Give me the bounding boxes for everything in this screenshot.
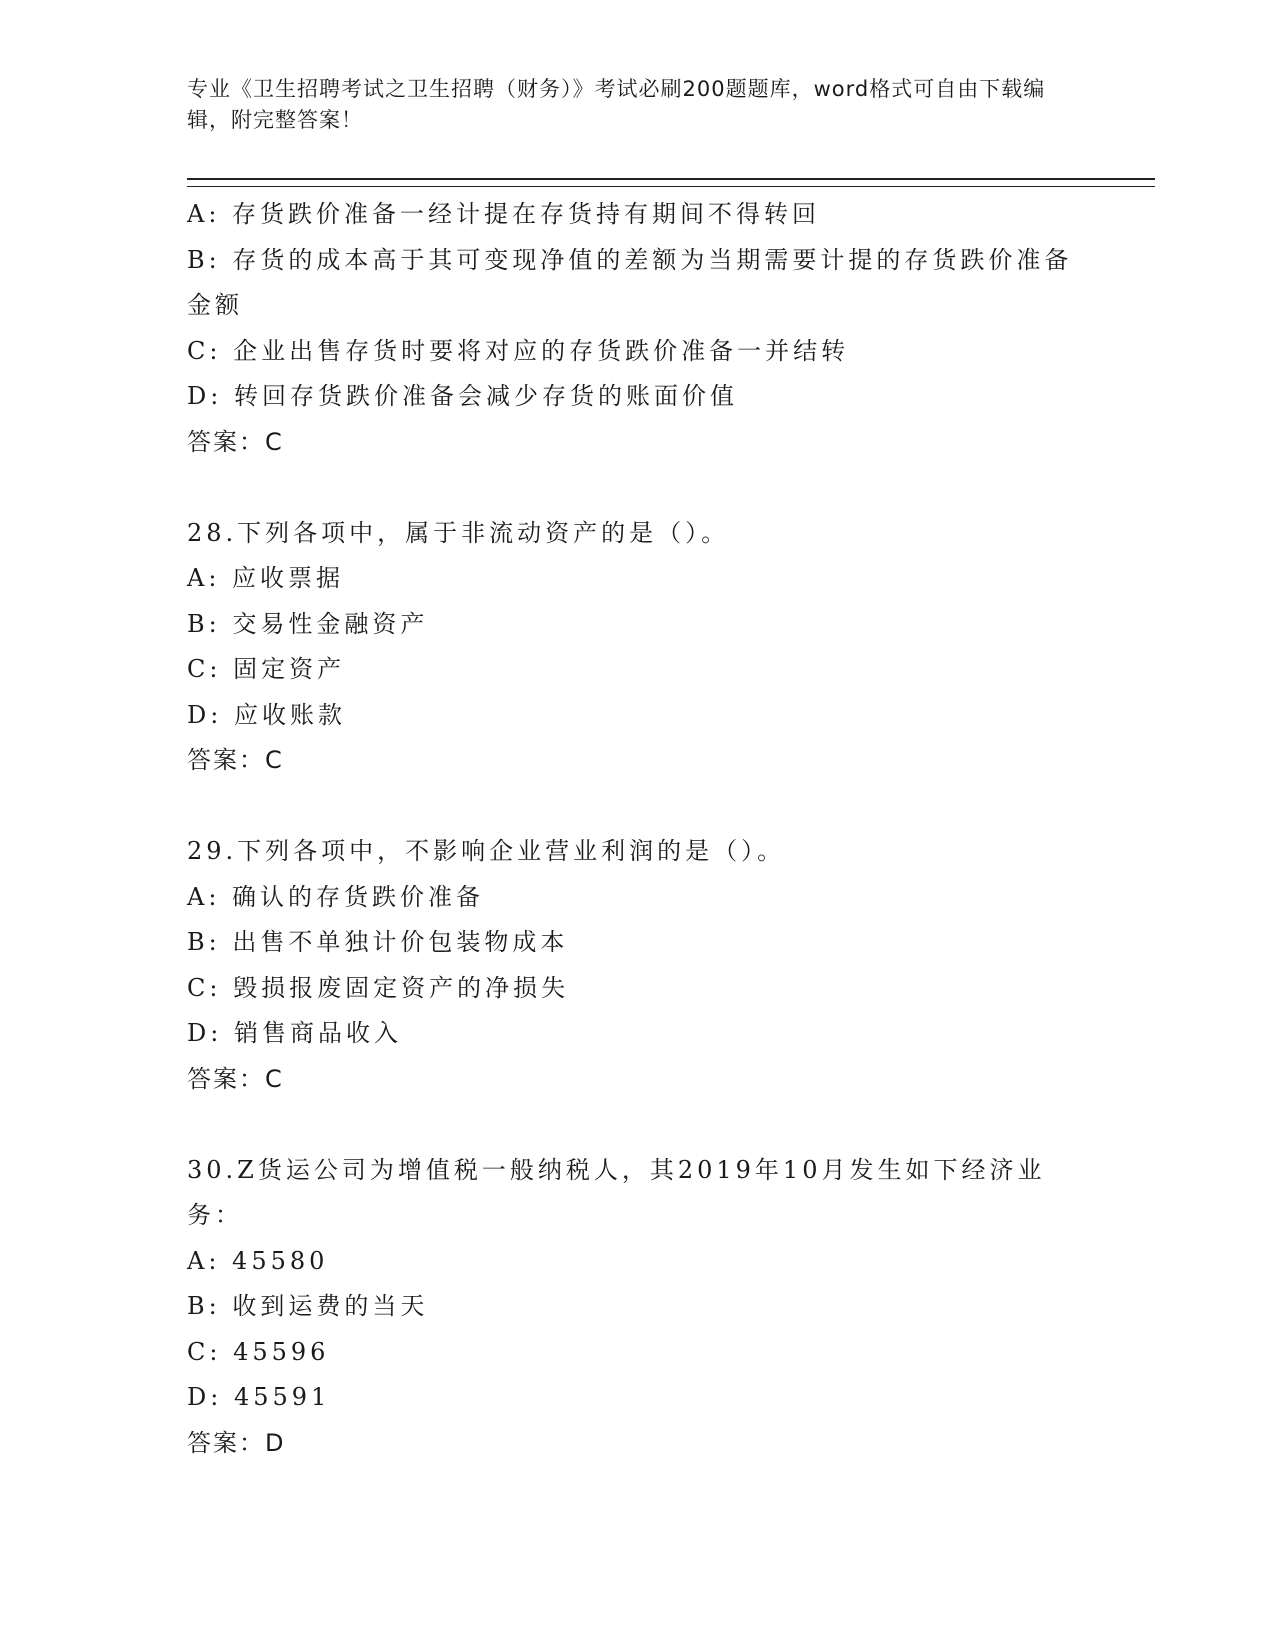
option-c: C: 企业出售存货时要将对应的存货跌价准备一并结转 — [187, 336, 850, 365]
answer-line: 答案：D — [187, 1428, 286, 1457]
option-a: A: 确认的存货跌价准备 — [187, 882, 485, 911]
option-d: D: 销售商品收入 — [187, 1019, 402, 1047]
answer-line: 答案：C — [187, 427, 284, 456]
question-29 — [187, 829, 1087, 1102]
spacer — [187, 465, 1087, 511]
option-b: B: 交易性金融资产 — [187, 609, 429, 638]
option-b: B: 收到运费的当天 — [187, 1292, 429, 1320]
option-d: D: 转回存货跌价准备会减少存货的账面价值 — [187, 382, 738, 410]
answer-line: 答案：C — [187, 1064, 284, 1093]
question-30 — [187, 1148, 1087, 1467]
option-b: B: 出售不单独计价包装物成本 — [187, 928, 569, 956]
option-c: C: 固定资产 — [187, 655, 346, 683]
option-c: C: 45596 — [187, 1337, 330, 1366]
question-stem: 29.下列各项中，不影响企业营业利润的是（）。 — [187, 837, 786, 865]
document-intro: 专业《卫生招聘考试之卫生招聘（财务）》考试必刷200题题库，word格式可自由下载编辑，附完整答案！ — [187, 77, 1046, 132]
answer-line: 答案：C — [187, 746, 284, 774]
question-28 — [187, 511, 1087, 784]
question-list — [187, 192, 1087, 1466]
question-stem: 28.下列各项中，属于非流动资产的是（）。 — [187, 518, 730, 547]
spacer — [187, 784, 1087, 830]
option-b: B: 存货的成本高于其可变现净值的差额为当期需要计提的存货跌价准备金额 — [187, 245, 1073, 319]
question-27 — [187, 192, 1087, 465]
spacer — [187, 1102, 1087, 1148]
header-divider — [187, 178, 1155, 187]
option-d: D: 45591 — [187, 1383, 331, 1411]
option-a: A: 应收票据 — [187, 564, 345, 592]
option-a: A: 45580 — [187, 1246, 329, 1275]
question-stem: 30.Z货运公司为增值税一般纳税人，其2019年10月发生如下经济业务： — [187, 1155, 1046, 1229]
option-a: A: 存货跌价准备一经计提在存货持有期间不得转回 — [187, 200, 821, 228]
option-d: D: 应收账款 — [187, 700, 346, 729]
option-c: C: 毁损报废固定资产的净损失 — [187, 973, 570, 1002]
